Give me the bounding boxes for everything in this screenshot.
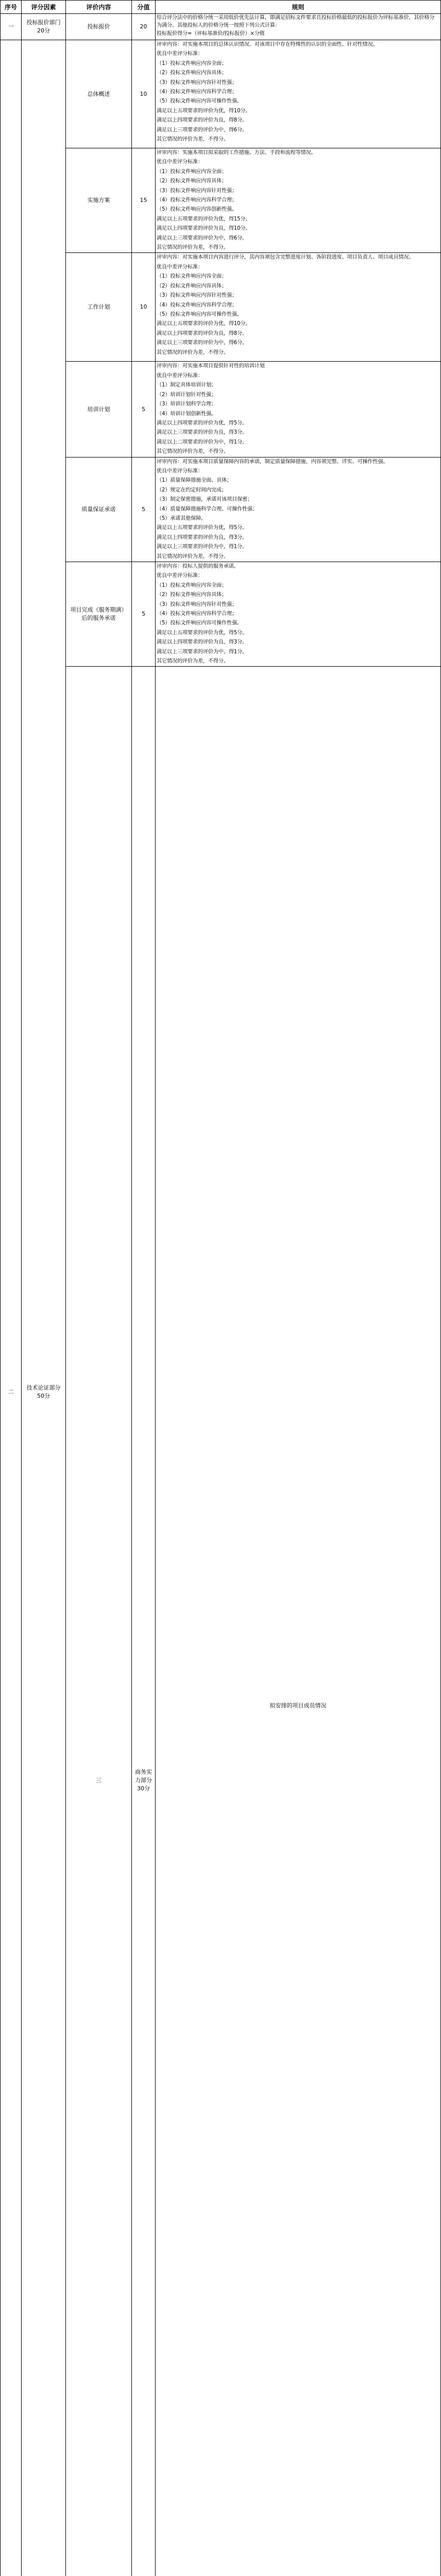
- rule-line: 满足以上四项要求的评价为良，得3分。: [157, 533, 439, 543]
- content-cell: 工作计划: [66, 253, 132, 362]
- rule-line: 评审内容：对实施本项目提供针对性的培训计划: [157, 362, 439, 371]
- rule-line: 满足以上五项要求的评价为优，得10分。: [157, 319, 439, 329]
- rule-line: 满足以上三项要求的评价为中，得1分。: [157, 543, 439, 552]
- section-number: 三: [66, 667, 132, 2576]
- header-row: [1, 1, 441, 14]
- rule-line: 评审内容：对实施本项目内容进行评分，其内容须包含完整进度计划、各阶段进度、项目负责人、项目成员情况。: [157, 253, 439, 262]
- rule-line: 满足以上四项要求的评价为良，得10分。: [157, 224, 439, 233]
- rule-line: 满足以上四项要求的评价为良，得3分。: [157, 638, 439, 647]
- header-rule: 规则: [156, 1, 441, 14]
- rule-line: 满足以上五项要求的评价为优，得5分。: [157, 523, 439, 533]
- rule-line: （3）投标文件响应内容针对性强；: [157, 600, 439, 609]
- rule-line: （5）投标文件响应内容可操作性强。: [157, 310, 439, 319]
- header-score: 分值: [132, 1, 156, 14]
- rule-line: （2）投标文件响应内容具体；: [157, 590, 439, 600]
- content-cell: 实施方案: [66, 148, 132, 253]
- content-cell: 质量保证承诺: [66, 457, 132, 562]
- score-cell: 10: [132, 253, 156, 362]
- rule-line: 优良中差评分标准：: [157, 571, 439, 581]
- rule-line: 优良中差评分标准：: [157, 371, 439, 381]
- table-row: [1, 148, 441, 253]
- rule-line: 其它情况的评价为差，不得分。: [157, 447, 439, 456]
- content-cell: 培训计划: [66, 362, 132, 457]
- rule-line: 满足以上五项要求的评价为优，得5分。: [157, 629, 439, 638]
- rule-line: （1）投标文件响应内容全面；: [157, 272, 439, 281]
- rule-line: （2）投标文件响应内容具体；: [157, 177, 439, 186]
- content-cell: 总体概述: [66, 40, 132, 148]
- table-row: [1, 562, 441, 667]
- rule-line: （5）投标文件响应内容可操作性强。: [157, 619, 439, 628]
- rule-line: （3）制定保密措施，承诺对该项目保密；: [157, 495, 439, 504]
- score-cell: 5: [132, 362, 156, 457]
- score-cell: 10: [132, 40, 156, 148]
- header-factor: 评分因素: [22, 1, 66, 14]
- section-factor: 技术论证部分 50分: [22, 40, 66, 2576]
- rule-line: 优良中差评分标准：: [157, 158, 439, 167]
- rule-line: 综合评分法中的价格分统一采用低价优先法计算，即满足招标文件要求且投标价格最低的投标报价为评标基准价，其价格分为满分。其他投标人的价格分统一按照下列公式计算：: [157, 14, 439, 30]
- header-no: 序号: [1, 1, 22, 14]
- rule-line: （1）投标文件响应内容全面；: [157, 167, 439, 177]
- rule-line: （2）培训计划针对性强；: [157, 391, 439, 400]
- rule-line: （3）投标文件响应内容针对性强；: [157, 291, 439, 300]
- rule-line: （5）投标文件响应内容创新性强。: [157, 205, 439, 214]
- section-number: 一: [1, 14, 22, 40]
- rule-line: （4）投标文件响应内容科学合理；: [157, 301, 439, 310]
- rule-line: （3）培训计划科学合理；: [157, 400, 439, 409]
- rule-line: 投标报价得分=（评标基准价/投标报价）×分值: [157, 30, 439, 38]
- rule-line: （3）投标文件响应内容针对性强；: [157, 78, 439, 88]
- rule-line: 满足以上二项要求的评价为中，得1分。: [157, 438, 439, 447]
- rule-line: 满足以上五项要求的评价为优，得15分。: [157, 215, 439, 224]
- score-cell: 20: [132, 14, 156, 40]
- rule-cell: [156, 457, 441, 562]
- header-content: 评价内容: [66, 1, 132, 14]
- rule-line: 满足以上三项要求的评价为中，得6分。: [157, 234, 439, 243]
- rule-cell: [156, 148, 441, 253]
- table-row: [1, 362, 441, 457]
- rule-line: 其它情况的评价为差，不得分。: [157, 135, 439, 144]
- rule-line: （4）培训计划创新性强。: [157, 410, 439, 419]
- rule-line: （2）规定在约定时间内完成；: [157, 486, 439, 495]
- rule-line: 满足以上五项要求的评价为优，得10分。: [157, 107, 439, 116]
- table-row: [1, 14, 441, 40]
- rule-line: （2）投标文件响应内容具体；: [157, 69, 439, 78]
- table-row: [1, 667, 441, 2576]
- rule-line: （4）质量保障措施科学合理、可操作性强；: [157, 505, 439, 514]
- rule-line: 其它情况的评价为差，不得分。: [157, 348, 439, 358]
- scoring-sheet: [0, 0, 440, 883]
- rule-line: 其它情况的评价为差，不得分。: [157, 657, 439, 666]
- section-factor: 商务实力部分 30分: [132, 667, 156, 2576]
- score-cell: 15: [132, 148, 156, 253]
- rule-line: （5）承诺其他保障。: [157, 514, 439, 523]
- rule-cell: [156, 562, 441, 667]
- table-row: [1, 40, 441, 148]
- rule-line: 其它情况的评价为差，不得分。: [157, 552, 439, 562]
- rule-line: （3）投标文件响应内容针对性强；: [157, 187, 439, 196]
- score-cell: 5: [132, 562, 156, 667]
- rule-line: （4）投标文件响应内容科学合理；: [157, 196, 439, 205]
- content-cell: 拟安排的项目成员情况: [156, 667, 441, 2576]
- rule-line: （4）投标文件响应内容科学合理；: [157, 88, 439, 97]
- rule-line: 评审内容：实施本项目拟采取的工作措施、方法、手段和流程等情况。: [157, 148, 439, 158]
- rule-line: （2）投标文件响应内容具体；: [157, 282, 439, 291]
- rule-line: 优良中差评分标准：: [157, 49, 439, 59]
- rule-cell: [156, 253, 441, 362]
- rule-line: （4）投标文件响应内容科学合理；: [157, 609, 439, 619]
- rule-line: 评审内容：对实施本项目的总体认识情况、对该项目中存在特殊性的认识的全面性、针对性情况。: [157, 40, 439, 49]
- rule-line: 评审内容：投标人提供的服务承诺。: [157, 562, 439, 571]
- rule-cell: [156, 14, 441, 40]
- content-cell: 项目完成（服务期满） 后的服务承诺: [66, 562, 132, 667]
- section-factor: 投标报价部门 20分: [22, 14, 66, 40]
- table-row: [1, 253, 441, 362]
- rule-line: 满足以上三项要求的评价为中，得6分。: [157, 126, 439, 135]
- rule-line: 其它情况的评价为差，不得分。: [157, 243, 439, 252]
- rule-line: 满足以上三项要求的评价为中，得1分。: [157, 648, 439, 657]
- rule-line: （1）投标文件响应内容全面；: [157, 59, 439, 69]
- table-row: [1, 457, 441, 562]
- rule-line: 满足以上三项要求的评价为良，得3分。: [157, 428, 439, 437]
- rule-line: 满足以上四项要求的评价为良，得8分。: [157, 329, 439, 338]
- rule-line: （1）投标文件响应内容全面；: [157, 581, 439, 590]
- rule-line: 优良中差评分标准：: [157, 467, 439, 476]
- rule-cell: [156, 40, 441, 148]
- rule-line: （1）制定具体培训计划；: [157, 381, 439, 390]
- rule-line: 优良中差评分标准：: [157, 263, 439, 272]
- rule-line: 评审内容：对实施本项目质量保障内容的承诺，制定质量保障措施，内容须完整、详实、可操作性强。: [157, 457, 439, 467]
- rule-line: 满足以上四项要求的评价为良，得8分。: [157, 116, 439, 125]
- rule-line: （5）投标文件响应内容可操作性强。: [157, 97, 439, 106]
- rule-line: 满足以上四项要求的评价为优，得5分。: [157, 419, 439, 428]
- rule-line: （1）质量保障措施全面、具体；: [157, 476, 439, 485]
- section-number: 二: [1, 40, 22, 2576]
- content-cell: 投标报价: [66, 14, 132, 40]
- rule-cell: [156, 362, 441, 457]
- score-cell: 5: [132, 457, 156, 562]
- rule-line: 满足以上三项要求的评价为中，得6分。: [157, 338, 439, 348]
